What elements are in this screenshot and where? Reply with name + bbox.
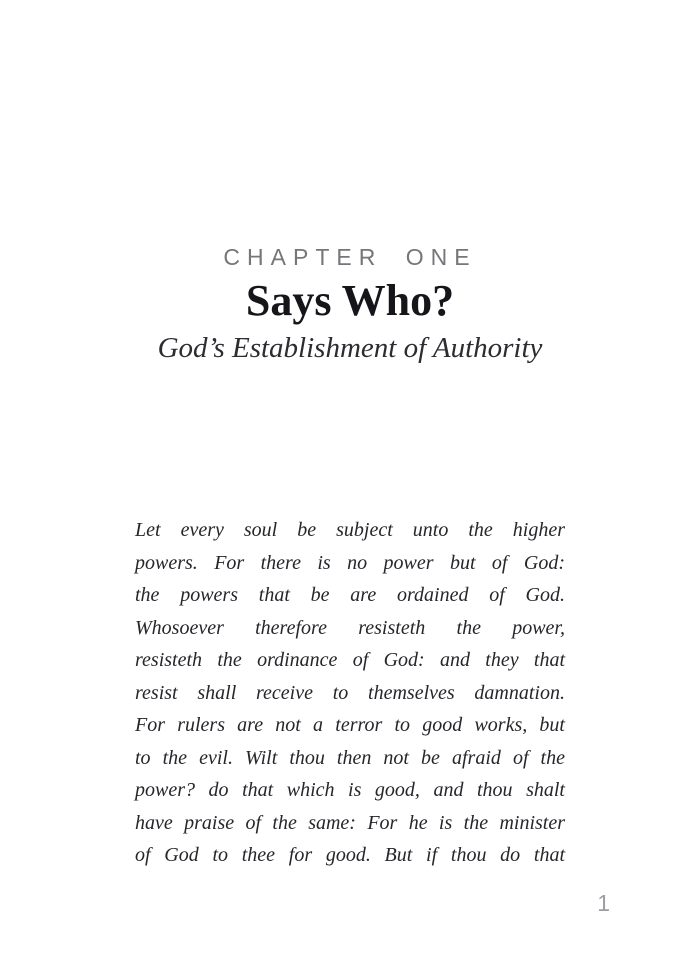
chapter-label: CHAPTER ONE <box>223 244 477 270</box>
body-line: resisteth the ordinance of God: and they that <box>135 649 565 671</box>
page-subtitle: God’s Establishment of Authority <box>157 332 543 364</box>
body-line: Whosoever therefore resisteth the power, <box>135 616 565 639</box>
page-number: 1 <box>597 890 610 916</box>
page-title: Says Who? <box>245 276 455 325</box>
body-line: of God to thee for good. But if thou do that <box>135 844 565 866</box>
body-line: Let every soul be subject unto the higher <box>135 519 565 541</box>
body-line: resist shall receive to themselves damnation. <box>135 681 565 704</box>
body-line: have praise of the same: For he is the minister <box>135 811 565 834</box>
scripture-paragraph <box>135 514 565 872</box>
body-line: power? do that which is good, and thou shalt <box>135 779 565 801</box>
body-line: the powers that be are ordained of God. <box>135 584 565 606</box>
body-line: to the evil. Wilt thou then not be afraid of the <box>135 746 565 769</box>
body-line: powers. For there is no power but of God: <box>135 551 565 574</box>
body-line: For rulers are not a terror to good works, but <box>135 714 565 736</box>
